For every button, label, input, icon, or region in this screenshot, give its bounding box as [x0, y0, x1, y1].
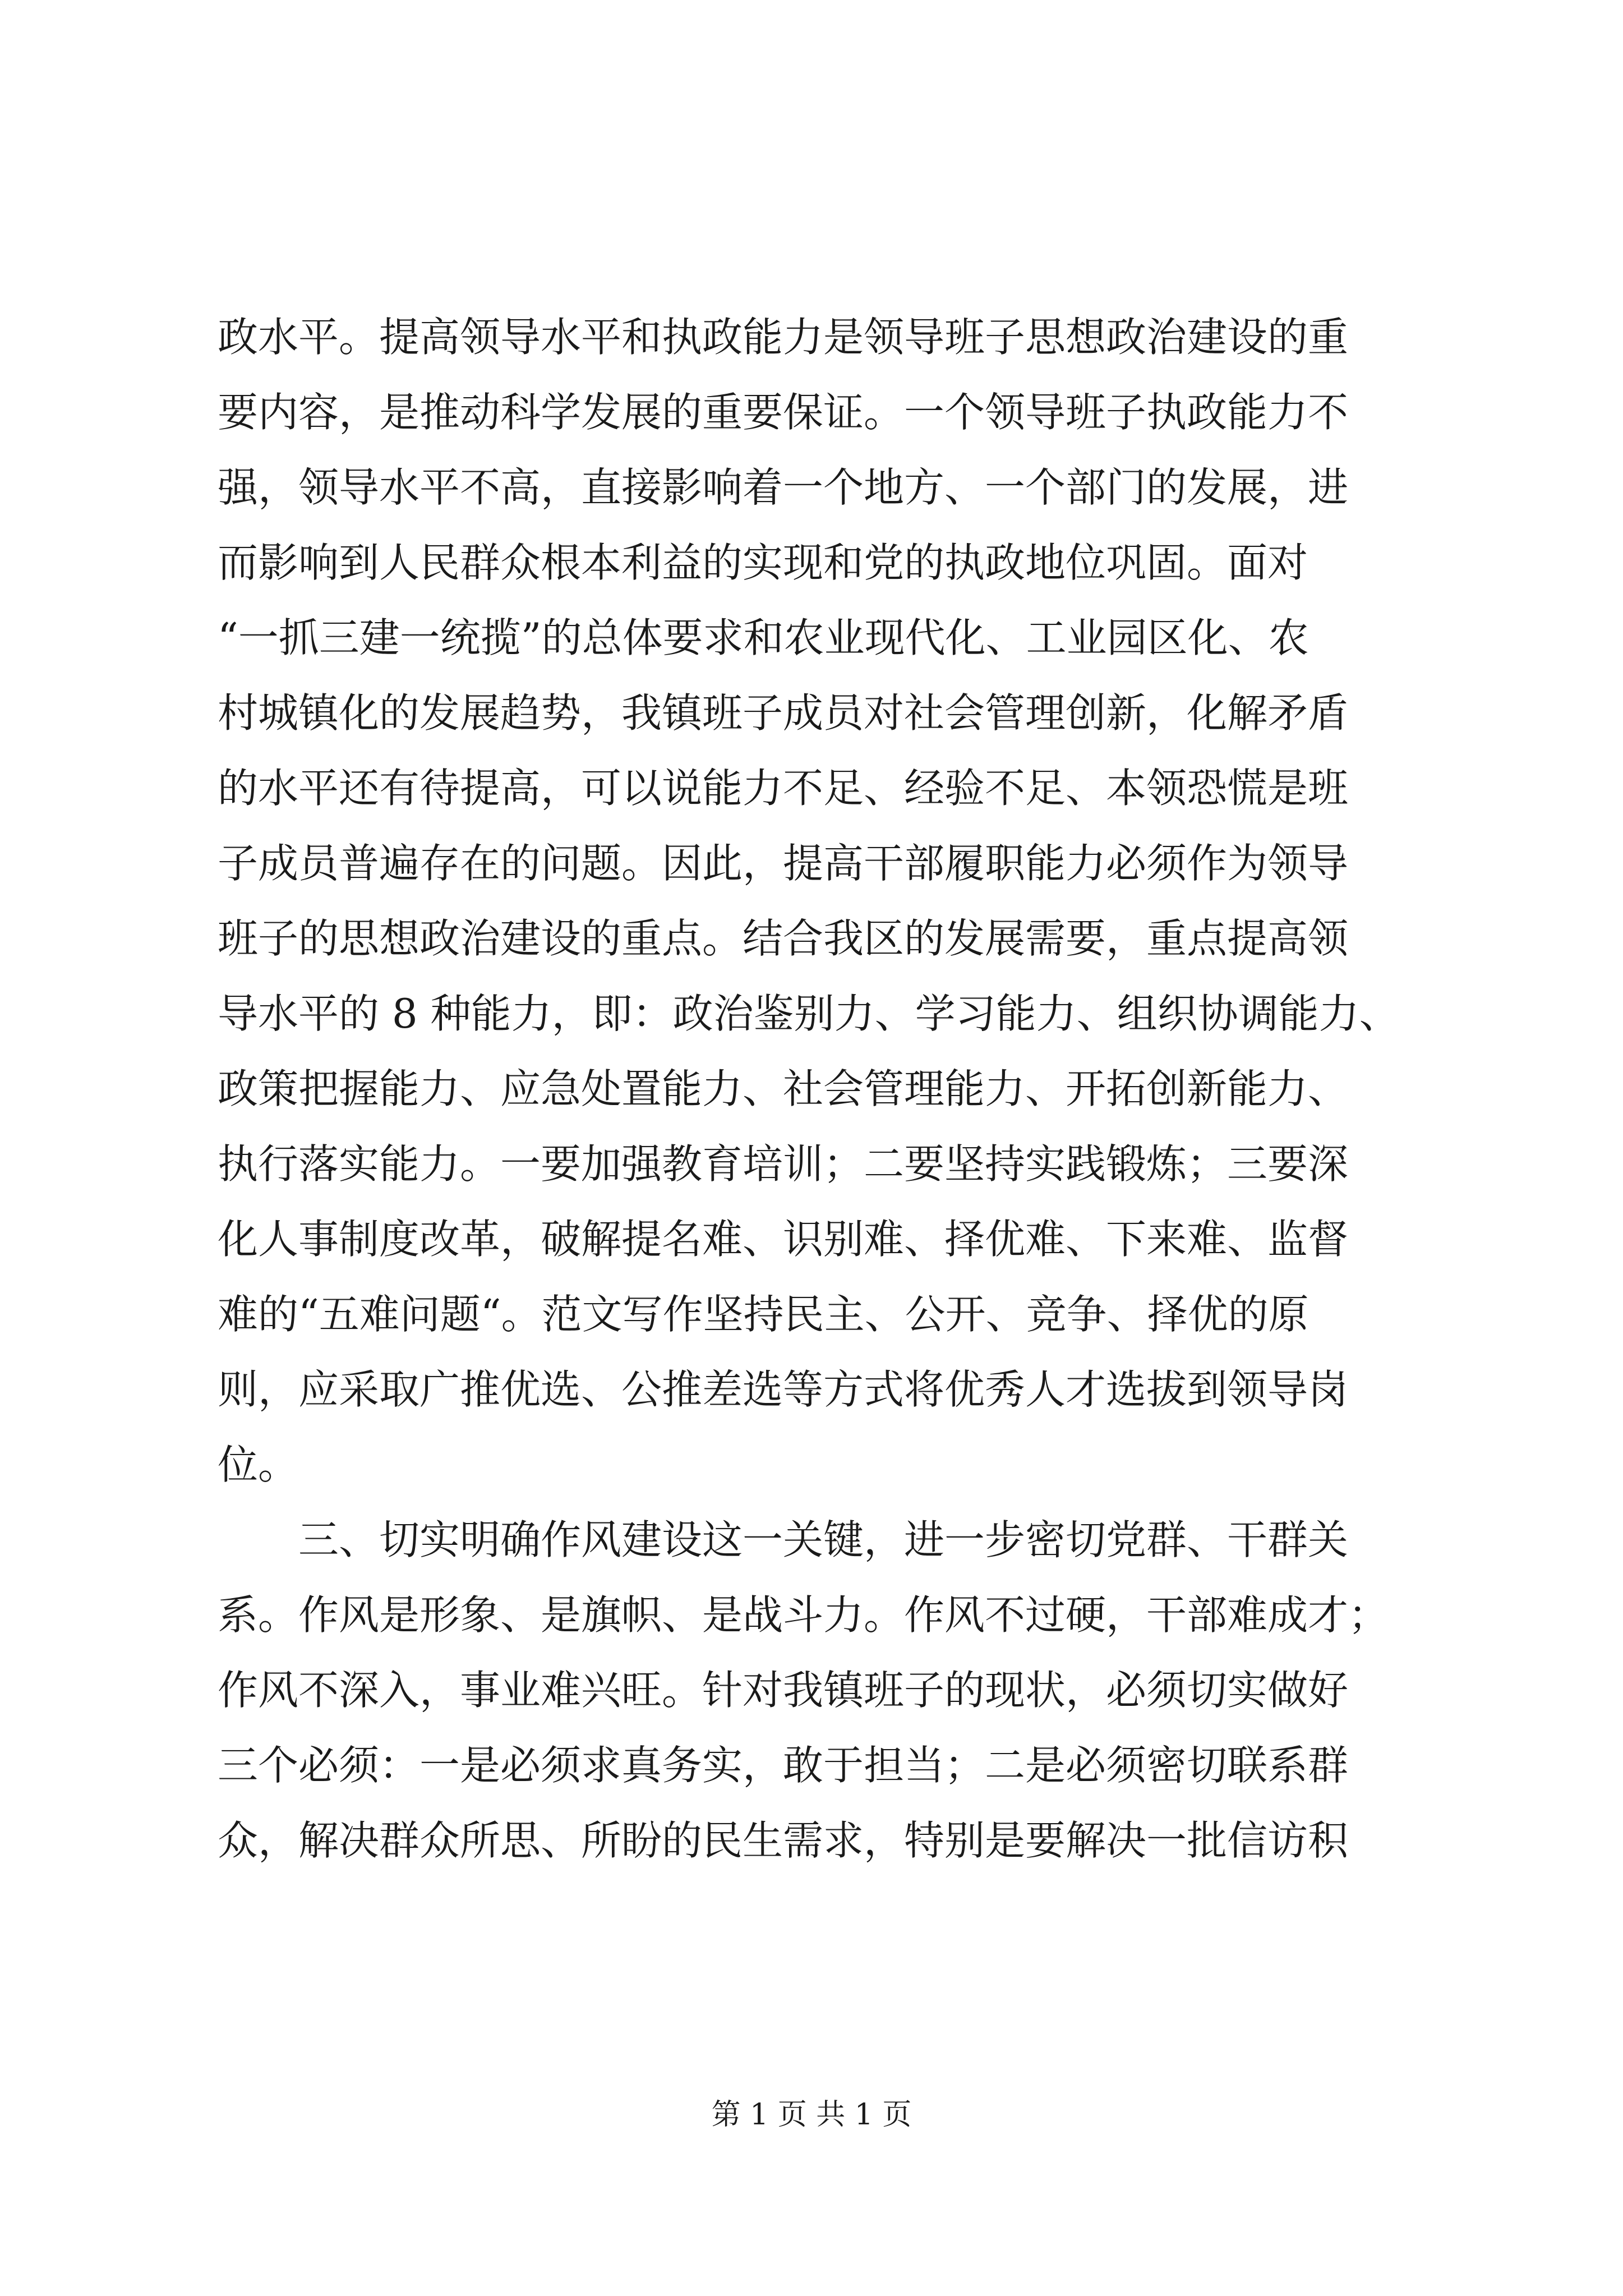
text-line: 化人事制度改革，破解提名难、识别难、择优难、下来难、监督 [218, 1216, 1349, 1263]
text-line: 班子的思想政治建设的重点。结合我区的发展需要，重点提高领 [218, 915, 1349, 962]
page-footer: 第 1 页 共 1 页 [711, 2098, 912, 2132]
text-line: 作风不深入，事业难兴旺。针对我镇班子的现状，必须切实做好 [218, 1667, 1349, 1714]
text-line: 村城镇化的发展趋势，我镇班子成员对社会管理创新，化解矛盾 [218, 689, 1349, 737]
text-line: 强，领导水平不高，直接影响着一个地方、一个部门的发展，进 [218, 464, 1349, 511]
text-line: 子成员普遍存在的问题。因此，提高干部履职能力必须作为领导 [218, 840, 1349, 887]
text-line: 要内容，是推动科学发展的重要保证。一个领导班子执政能力不 [218, 389, 1349, 436]
text-line: 难的“五难问题“。范文写作坚持民主、公开、竞争、择优的原 [218, 1291, 1309, 1338]
text-line: 导水平的 8 种能力，即：政治鉴别力、学习能力、组织协调能力、 [218, 990, 1400, 1037]
text-line: 执行落实能力。一要加强教育培训；二要坚持实践锻炼；三要深 [218, 1140, 1349, 1188]
text-line: 三、切实明确作风建设这一关键，进一步密切党群、干群关 [218, 1516, 1349, 1563]
text-line: 的水平还有待提高，可以说能力不足、经验不足、本领恐慌是班 [218, 765, 1349, 812]
text-line: 系。作风是形象、是旗帜、是战斗力。作风不过硬，干部难成才； [218, 1591, 1389, 1639]
text-line: 则，应采取广推优选、公推差选等方式将优秀人才选拔到领导岗 [218, 1366, 1349, 1413]
text-line: 而影响到人民群众根本利益的实现和党的执政地位巩固。面对 [218, 539, 1308, 586]
text-line: 众，解决群众所思、所盼的民生需求，特别是要解决一批信访积 [218, 1817, 1349, 1864]
text-line: 政策把握能力、应急处置能力、社会管理能力、开拓创新能力、 [218, 1065, 1349, 1112]
text-line: 政水平。提高领导水平和执政能力是领导班子思想政治建设的重 [218, 314, 1349, 361]
text-line: “一抓三建一统揽”的总体要求和农业现代化、工业园区化、农 [218, 614, 1309, 661]
text-line: 三个必须：一是必须求真务实，敢于担当；二是必须密切联系群 [218, 1742, 1349, 1789]
text-line: 位。 [218, 1441, 299, 1488]
